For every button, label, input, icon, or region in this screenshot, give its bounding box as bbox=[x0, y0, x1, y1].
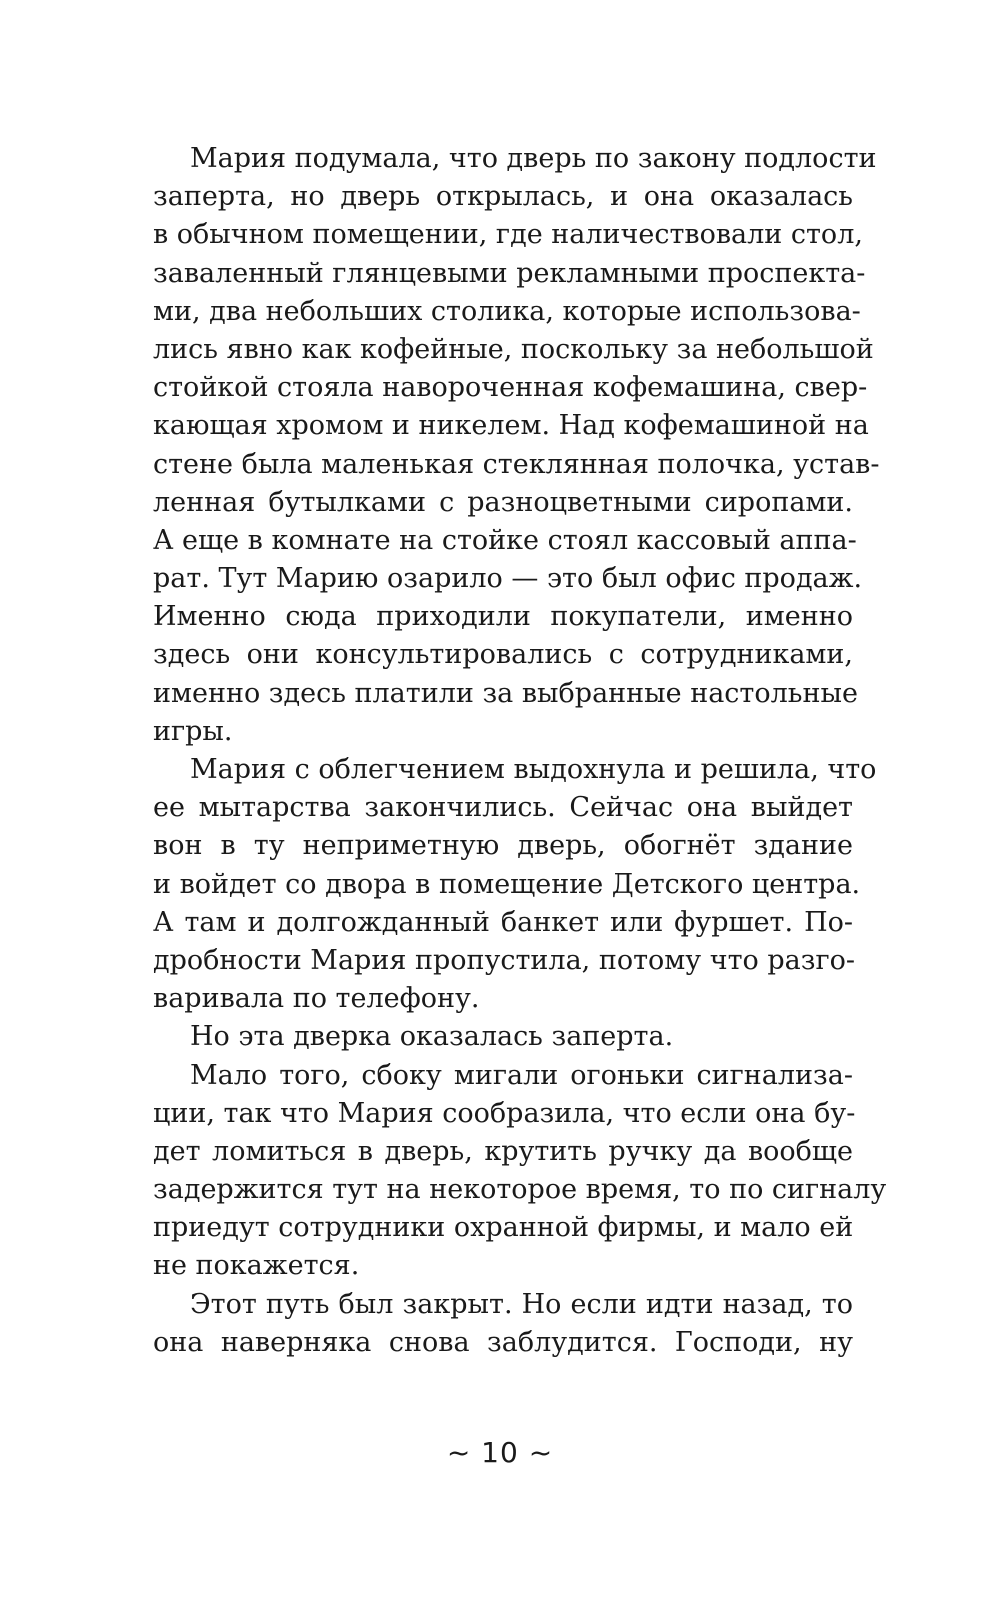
text-line: именно здесь платили за выбранные настольные bbox=[153, 677, 858, 709]
text-line: Мария с облегчением выдохнула и решила, что bbox=[190, 754, 877, 785]
text-line: А там и долгожданный банкет или фуршет. По- bbox=[153, 906, 853, 938]
text-line: в обычном помещении, где наличествовали стол, bbox=[153, 219, 863, 251]
page-number: ~ 10 ~ bbox=[446, 1436, 554, 1469]
text-line: стене была маленькая стеклянная полочка, устав- bbox=[153, 448, 880, 480]
text-line: здесь они консультировались с сотрудниками, bbox=[153, 639, 853, 671]
text-line: вон в ту неприметную дверь, обогнёт здание bbox=[153, 830, 853, 862]
text-line: Но эта дверка оказалась заперта. bbox=[190, 1021, 674, 1053]
text-line: ми, два небольших столика, которые использова- bbox=[153, 295, 861, 327]
text-line: стойкой стояла навороченная кофемашина, свер- bbox=[153, 372, 868, 404]
page-body bbox=[153, 140, 887, 1362]
text-line: заваленный глянцевыми рекламными проспекта- bbox=[153, 257, 866, 289]
text-line: дет ломиться в дверь, крутить ручку да вообще bbox=[153, 1135, 853, 1167]
text-line: и войдет со двора в помещение Детского центра. bbox=[153, 868, 861, 900]
text-line: лись явно как кофейные, поскольку за небольшой bbox=[153, 333, 874, 365]
text-line: варивала по телефону. bbox=[153, 983, 480, 1015]
text-line: не покажется. bbox=[153, 1250, 360, 1282]
text-line: кающая хромом и никелем. Над кофемашиной на bbox=[153, 410, 869, 442]
text-line: Этот путь был закрыт. Но если идти назад, то bbox=[190, 1288, 853, 1320]
text-line: игры. bbox=[153, 715, 233, 747]
text-line: А еще в комнате на стойке стоял кассовый аппа- bbox=[153, 524, 857, 556]
text-line: заперта, но дверь открылась, и она оказалась bbox=[153, 181, 853, 213]
text-line: Мало того, сбоку мигали огоньки сигнализа- bbox=[190, 1059, 853, 1091]
text-line: рат. Тут Марию озарило — это был офис продаж. bbox=[153, 563, 863, 595]
text-line: ленная бутылками с разноцветными сиропами. bbox=[153, 486, 853, 518]
text-line: приедут сотрудники охранной фирмы, и мало ей bbox=[153, 1212, 854, 1244]
text-line: дробности Мария пропустила, потому что разго- bbox=[153, 944, 855, 976]
text-line: ее мытарства закончились. Сейчас она выйдет bbox=[153, 792, 853, 824]
text-line: ции, так что Мария сообразила, что если она бу- bbox=[153, 1097, 856, 1129]
text-line: Именно сюда приходили покупатели, именно bbox=[153, 601, 853, 633]
text-line: задержится тут на некоторое время, то по сигналу bbox=[153, 1174, 887, 1206]
text-line: Мария подумала, что дверь по закону подлости bbox=[190, 143, 877, 174]
text-line: она наверняка снова заблудится. Господи, ну bbox=[153, 1326, 853, 1358]
